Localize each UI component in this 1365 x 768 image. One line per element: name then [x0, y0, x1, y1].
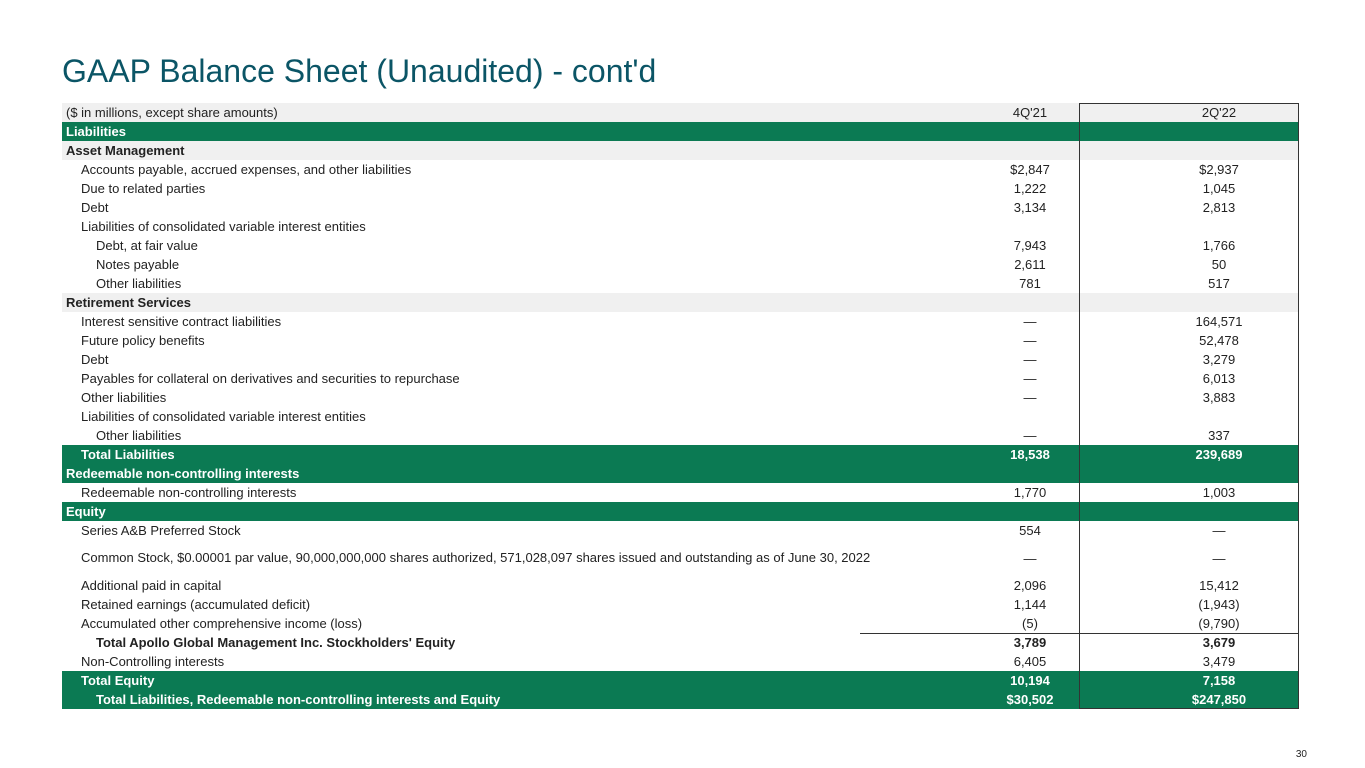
row-label: Payables for collateral on derivatives and securities to repurchase	[81, 371, 460, 386]
table-row	[62, 502, 1299, 521]
row-label: Due to related parties	[81, 181, 206, 196]
row-value-4q21: 781	[1019, 276, 1041, 291]
table-row	[62, 369, 1299, 388]
table-row	[62, 331, 1299, 350]
table-row	[62, 350, 1299, 369]
row-label: Series A&B Preferred Stock	[81, 523, 241, 538]
table-row	[62, 255, 1299, 274]
table-body	[62, 122, 1299, 709]
row-label: Debt	[81, 352, 109, 367]
subtotal-rule	[860, 633, 1299, 634]
table-row	[62, 160, 1299, 179]
table-header-row	[62, 103, 1299, 122]
table-row	[62, 445, 1299, 464]
table-row	[62, 521, 1299, 540]
row-value-2q22: 164,571	[1195, 314, 1243, 329]
row-label: Redeemable non-controlling interests	[66, 466, 300, 481]
table-row	[62, 274, 1299, 293]
row-value-2q22	[1139, 464, 1299, 483]
row-value-4q21: —	[1023, 314, 1037, 329]
row-value-2q22: 3,679	[1202, 635, 1236, 650]
table-row	[62, 141, 1299, 160]
row-label: Retirement Services	[66, 295, 192, 310]
row-label: Asset Management	[66, 143, 185, 158]
table-row	[62, 576, 1299, 595]
row-value-2q22: 50	[1211, 257, 1227, 272]
row-value-4q21: —	[1023, 352, 1037, 367]
balance-sheet-table	[62, 103, 1299, 709]
row-value-2q22: 239,689	[1195, 447, 1243, 462]
row-label: Common Stock, $0.00001 par value, 90,000,000,000 shares authorized, 571,028,097 shares issued and outstanding as of June 30, 2022	[81, 550, 871, 565]
row-label: Liabilities	[66, 124, 126, 139]
row-value-4q21: (5)	[1022, 616, 1038, 631]
row-value-4q21: 1,222	[1013, 181, 1047, 196]
row-value-4q21: 1,144	[1013, 597, 1047, 612]
row-value-4q21: 18,538	[1010, 447, 1050, 462]
row-value-2q22: 337	[1208, 428, 1230, 443]
row-value-2q22: 6,013	[1202, 371, 1236, 386]
page-number: 30	[1295, 749, 1307, 760]
row-value-2q22	[1139, 122, 1299, 141]
row-label: Total Liabilities, Redeemable non-controlling interests and Equity	[96, 692, 501, 707]
row-label: Liabilities of consolidated variable interest entities	[81, 409, 366, 424]
row-value-2q22: 2,813	[1202, 200, 1236, 215]
row-value-2q22: (1,943)	[1198, 597, 1240, 612]
table-row	[62, 407, 1299, 426]
row-value-4q21: 10,194	[1010, 673, 1050, 688]
row-value-2q22	[1139, 407, 1299, 426]
row-label: Other liabilities	[96, 276, 182, 291]
slide-title: GAAP Balance Sheet (Unaudited) - cont'd	[62, 53, 657, 89]
table-row	[62, 293, 1299, 312]
table-row	[62, 236, 1299, 255]
row-label: Future policy benefits	[81, 333, 205, 348]
header-4q21: 4Q'21	[1012, 105, 1048, 120]
header-2q22: 2Q'22	[1201, 105, 1237, 120]
row-label: Redeemable non-controlling interests	[81, 485, 297, 500]
row-label: Other liabilities	[96, 428, 182, 443]
table-row	[62, 426, 1299, 445]
row-value-2q22: 15,412	[1199, 578, 1239, 593]
row-label: Other liabilities	[81, 390, 167, 405]
row-value-4q21: 2,096	[1013, 578, 1047, 593]
row-value-2q22: 517	[1208, 276, 1230, 291]
row-value-2q22: $2,937	[1199, 162, 1239, 177]
table-row	[62, 179, 1299, 198]
row-value-2q22	[1139, 293, 1299, 312]
row-value-2q22: 7,158	[1202, 673, 1236, 688]
table-row	[62, 312, 1299, 331]
row-label: Debt, at fair value	[96, 238, 198, 253]
row-label: Total Apollo Global Management Inc. Stockholders' Equity	[96, 635, 456, 650]
row-label: Retained earnings (accumulated deficit)	[81, 597, 311, 612]
table-row	[62, 633, 1299, 652]
row-label: Accumulated other comprehensive income (loss)	[81, 616, 363, 631]
row-value-4q21: 2,611	[1014, 257, 1046, 272]
row-value-2q22: —	[1212, 550, 1226, 566]
row-label: Notes payable	[96, 257, 180, 272]
row-value-4q21: —	[1023, 550, 1037, 566]
row-label: Non-Controlling interests	[81, 654, 225, 669]
table-row	[62, 652, 1299, 671]
row-value-2q22: $247,850	[1191, 692, 1247, 707]
table-row	[62, 217, 1299, 236]
table-row	[62, 122, 1299, 141]
row-value-4q21: 6,405	[1013, 654, 1047, 669]
row-value-4q21: 3,134	[1013, 200, 1047, 215]
row-label: Liabilities of consolidated variable interest entities	[81, 219, 366, 234]
header-label: ($ in millions, except share amounts)	[66, 105, 278, 120]
table-row	[62, 540, 1299, 576]
row-value-2q22: 3,279	[1202, 352, 1236, 367]
row-value-2q22	[1139, 502, 1299, 521]
row-label: Debt	[81, 200, 109, 215]
row-value-2q22	[1139, 141, 1299, 160]
row-label: Accounts payable, accrued expenses, and other liabilities	[81, 162, 412, 177]
row-value-2q22: (9,790)	[1198, 616, 1240, 631]
row-value-4q21: 1,770	[1013, 485, 1047, 500]
table-row	[62, 483, 1299, 502]
table-row	[62, 198, 1299, 217]
row-value-2q22	[1139, 217, 1299, 236]
table-row	[62, 464, 1299, 483]
row-label: Total Liabilities	[81, 447, 175, 462]
row-value-4q21: —	[1023, 333, 1037, 348]
row-value-4q21: —	[1023, 390, 1037, 405]
table-row	[62, 595, 1299, 614]
table-row	[62, 614, 1299, 633]
row-value-2q22: 1,003	[1202, 485, 1236, 500]
row-value-4q21: —	[1023, 371, 1037, 386]
table-row	[62, 690, 1299, 709]
row-value-2q22: 1,766	[1202, 238, 1236, 253]
row-value-2q22: 3,883	[1202, 390, 1236, 405]
row-value-2q22: —	[1212, 523, 1226, 538]
row-value-4q21: $30,502	[1006, 692, 1054, 707]
row-label: Additional paid in capital	[81, 578, 222, 593]
row-label: Interest sensitive contract liabilities	[81, 314, 282, 329]
row-value-2q22: 1,045	[1202, 181, 1236, 196]
row-value-4q21: 3,789	[1013, 635, 1047, 650]
row-value-4q21: $2,847	[1010, 162, 1050, 177]
row-value-4q21: 554	[1019, 523, 1041, 538]
row-label: Equity	[66, 504, 106, 519]
table-row	[62, 388, 1299, 407]
row-label: Total Equity	[81, 673, 155, 688]
row-value-4q21: 7,943	[1013, 238, 1047, 253]
table-row	[62, 671, 1299, 690]
row-value-2q22: 52,478	[1199, 333, 1239, 348]
row-value-2q22: 3,479	[1202, 654, 1236, 669]
row-value-4q21: —	[1023, 428, 1037, 443]
